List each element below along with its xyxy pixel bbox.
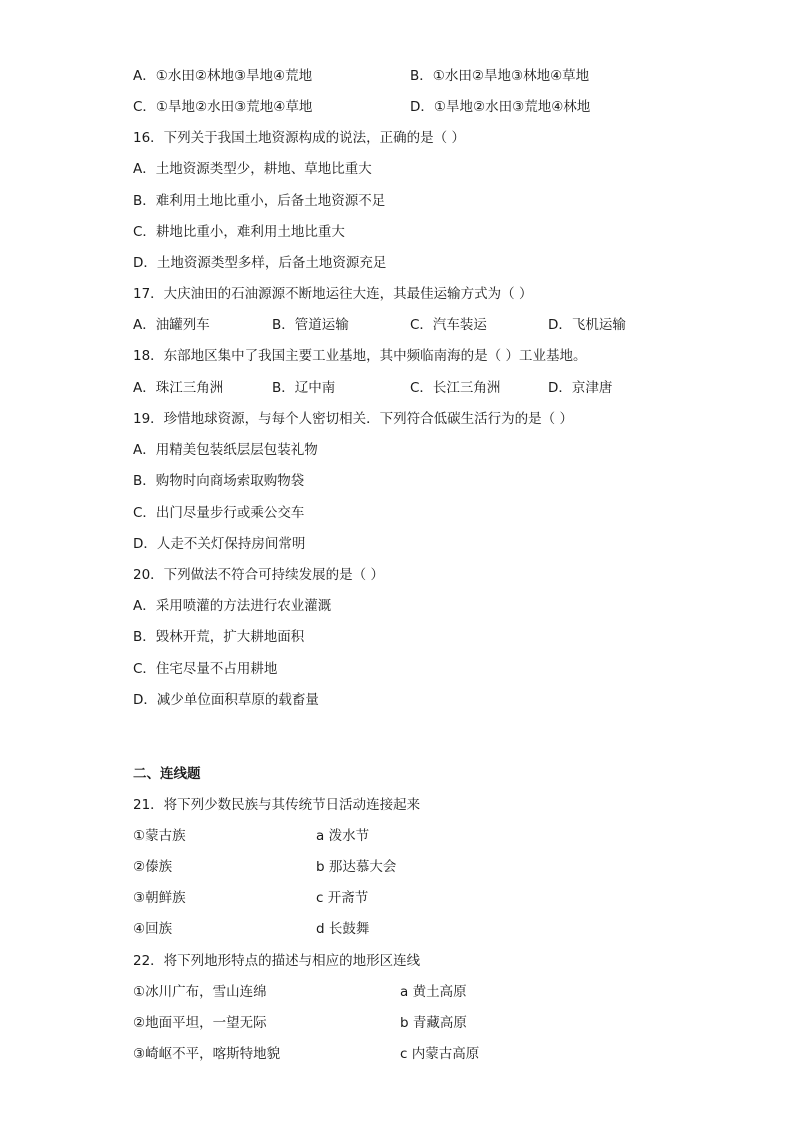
q19-option-b: B．购物时向商场索取购物袋 xyxy=(133,473,305,489)
q20-option-c: C．住宅尽量不占用耕地 xyxy=(133,661,278,677)
q16-option-b: B．难利用土地比重小，后备土地资源不足 xyxy=(133,193,386,209)
q20-option-b: B．毁林开荒，扩大耕地面积 xyxy=(133,629,305,645)
q15-option-d: D．①旱地②水田③荒地④林地 xyxy=(410,99,591,115)
q22-right-item: c 内蒙古高原 xyxy=(400,1046,480,1062)
q20-option-a: A．采用喷灌的方法进行农业灌溉 xyxy=(133,598,332,614)
q21-left-item: ③朝鲜族 xyxy=(133,890,186,906)
q19-option-a: A．用精美包装纸层层包装礼物 xyxy=(133,442,318,458)
q15-option-a: A．①水田②林地③旱地④荒地 xyxy=(133,68,313,84)
q22-right-item: b 青藏高原 xyxy=(400,1015,467,1031)
q18-stem: 18．东部地区集中了我国主要工业基地，其中频临南海的是（ ）工业基地。 xyxy=(133,348,587,364)
q19-stem: 19．珍惜地球资源，与每个人密切相关．下列符合低碳生活行为的是（ ） xyxy=(133,411,573,427)
q21-right-item: c 开斋节 xyxy=(316,890,369,906)
q22-stem: 22．将下列地形特点的描述与相应的地形区连线 xyxy=(133,953,421,969)
q19-option-d: D．人走不关灯保持房间常明 xyxy=(133,536,306,552)
q22-right-item: a 黄土高原 xyxy=(400,984,467,1000)
q22-left-item: ①冰川广布，雪山连绵 xyxy=(133,984,267,1000)
q15-option-b: B．①水田②旱地③林地④草地 xyxy=(410,68,590,84)
q16-option-c: C．耕地比重小，难利用土地比重大 xyxy=(133,224,345,240)
section-title: 二、连线题 xyxy=(133,766,201,782)
q20-stem: 20．下列做法不符合可持续发展的是（ ） xyxy=(133,567,384,583)
q15-option-c: C．①旱地②水田③荒地④草地 xyxy=(133,99,313,115)
q21-left-item: ④回族 xyxy=(133,921,173,937)
q16-stem: 16．下列关于我国土地资源构成的说法，正确的是（ ） xyxy=(133,130,465,146)
q18-option-d: D．京津唐 xyxy=(548,380,613,396)
q17-stem: 17．大庆油田的石油源源不断地运往大连，其最佳运输方式为（ ） xyxy=(133,286,533,302)
q21-left-item: ②傣族 xyxy=(133,859,173,875)
q21-right-item: b 那达慕大会 xyxy=(316,859,397,875)
q18-option-a: A．珠江三角洲 xyxy=(133,380,224,396)
q21-right-item: a 泼水节 xyxy=(316,828,370,844)
q17-option-d: D．飞机运输 xyxy=(548,317,626,333)
q19-option-c: C．出门尽量步行或乘公交车 xyxy=(133,505,305,521)
q20-option-d: D．减少单位面积草原的载畜量 xyxy=(133,692,319,708)
q16-option-a: A．土地资源类型少，耕地、草地比重大 xyxy=(133,161,372,177)
q21-right-item: d 长鼓舞 xyxy=(316,921,370,937)
q17-option-a: A．油罐列车 xyxy=(133,317,210,333)
q17-option-b: B．管道运输 xyxy=(272,317,349,333)
q22-left-item: ②地面平坦，一望无际 xyxy=(133,1015,267,1031)
q18-option-b: B．辽中南 xyxy=(272,380,336,396)
q21-left-item: ①蒙古族 xyxy=(133,828,186,844)
q17-option-c: C．汽车装运 xyxy=(410,317,487,333)
q18-option-c: C．长江三角洲 xyxy=(410,380,501,396)
q22-left-item: ③崎岖不平，喀斯特地貌 xyxy=(133,1046,281,1062)
q16-option-d: D．土地资源类型多样，后备土地资源充足 xyxy=(133,255,387,271)
q21-stem: 21．将下列少数民族与其传统节日活动连接起来 xyxy=(133,797,421,813)
